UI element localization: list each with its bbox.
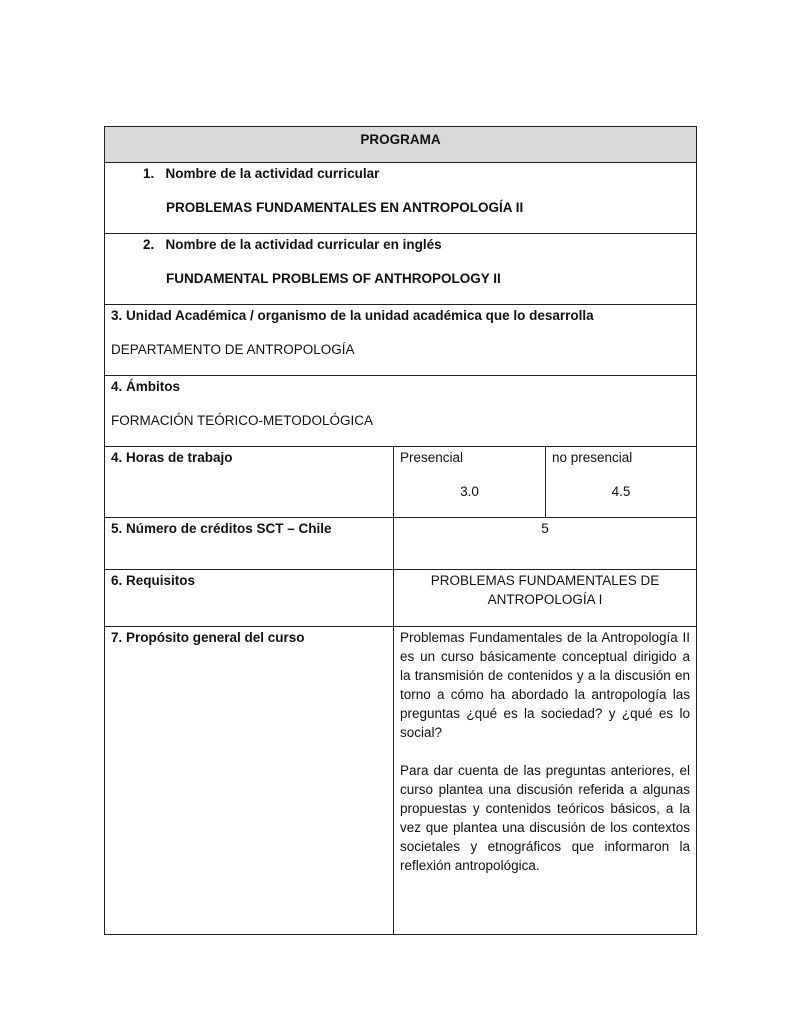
section-1-label — [111, 164, 690, 183]
header-title: PROGRAMA — [105, 127, 697, 163]
no-presencial-label: no presencial — [552, 450, 633, 465]
section-1-row — [105, 163, 697, 234]
presencial-label: Presencial — [400, 450, 464, 465]
section-1-label-text: Nombre de la actividad curricular — [165, 166, 380, 181]
section-7-row — [105, 570, 697, 627]
section-2-label — [111, 235, 690, 254]
no-presencial-value: 4.5 — [611, 484, 631, 499]
section-5-row — [105, 447, 697, 518]
section-8-row — [105, 627, 697, 935]
section-5-label: 4. Horas de trabajo — [111, 450, 233, 465]
section-2-number: 2. — [143, 237, 155, 252]
section-1-value: PROBLEMAS FUNDAMENTALES EN ANTROPOLOGÍA II — [166, 200, 524, 215]
section-2-value: FUNDAMENTAL PROBLEMS OF ANTHROPOLOGY II — [166, 271, 501, 286]
program-table — [104, 126, 697, 935]
section-4-row — [105, 376, 697, 447]
section-7-value-line-2: ANTROPOLOGÍA I — [487, 592, 603, 607]
section-3-label: 3. Unidad Académica / organismo de la unidad académica que lo desarrolla — [111, 308, 594, 323]
section-3-value: DEPARTAMENTO DE ANTROPOLOGÍA — [111, 342, 355, 357]
header-row — [105, 127, 697, 163]
section-6-value: 5 — [541, 521, 549, 536]
section-3-row — [105, 305, 697, 376]
section-8-paragraph-1: Problemas Fundamentales de la Antropología II es un curso básicamente conceptual dirigido a la transmisión de contenidos y a la discusión en torno a cómo ha abordado la antropología las preguntas ¿qué es la sociedad? y ¿qué es lo social? — [400, 630, 691, 740]
section-8-label: 7. Propósito general del curso — [111, 630, 305, 645]
section-2-label-text: Nombre de la actividad curricular en inglés — [165, 237, 442, 252]
section-4-value: FORMACIÓN TEÓRICO-METODOLÓGICA — [111, 413, 374, 428]
section-6-row — [105, 518, 697, 570]
presencial-value: 3.0 — [460, 484, 479, 499]
section-4-label: 4. Ámbitos — [111, 379, 181, 394]
section-7-label: 6. Requisitos — [111, 573, 196, 588]
section-6-label: 5. Número de créditos SCT – Chile — [111, 521, 332, 536]
section-8-paragraph-2: Para dar cuenta de las preguntas anteriores, el curso plantea una discusión referida a algunas propuestas y contenidos teóricos básicos, a la vez que plantea una discusión de los contextos societales y etnográficos que informaron la reflexión antropológica. — [400, 763, 691, 873]
section-1-number: 1. — [143, 166, 155, 181]
section-2-row — [105, 234, 697, 305]
section-7-value-line-1: PROBLEMAS FUNDAMENTALES DE — [430, 573, 660, 588]
